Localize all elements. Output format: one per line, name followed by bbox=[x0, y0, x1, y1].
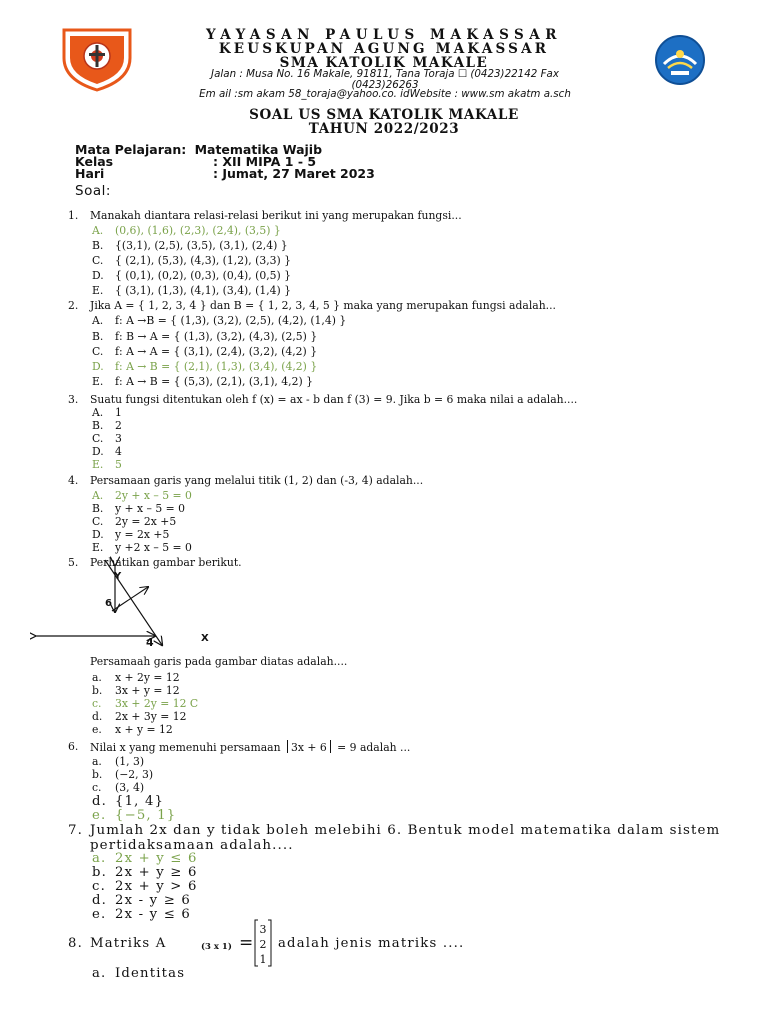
question-7: 7. Jumlah 2x dan y tidak boleh melebihi 6. Bentuk model matematika dalam sistem pertidaksamaan adalah.... bbox=[68, 823, 728, 853]
q5-subtext: Persamaah garis pada gambar diatas adalah.... bbox=[90, 655, 348, 668]
header-address: Jalan : Musa No. 16 Makale, 91811, Tana Toraja ☐ (0423)22142 Fax bbox=[211, 68, 559, 80]
header-school: SMA KATOLIK MAKALE bbox=[279, 55, 489, 71]
day-row bbox=[75, 166, 375, 181]
matrix-entries: 3 2 1 bbox=[259, 923, 267, 966]
subject-label: Mata Pelajaran: bbox=[75, 142, 187, 157]
question-number: 1. bbox=[68, 209, 79, 222]
header-archdiocese: KEUSKUPAN AGUNG MAKASSAR bbox=[218, 41, 550, 57]
day-value: : Jumat, 27 Maret 2023 bbox=[213, 166, 375, 181]
class-value: : XII MIPA 1 - 5 bbox=[213, 154, 317, 169]
exam-title: SOAL US SMA KATOLIK MAKALE bbox=[249, 107, 519, 123]
y-axis-label: Y bbox=[114, 571, 122, 582]
q8-text-after: adalah jenis matriks .... bbox=[278, 936, 465, 951]
header-fax: (0423)26263 bbox=[351, 79, 419, 91]
equals-sign: = bbox=[239, 933, 254, 953]
subject-value: Matematika Wajib bbox=[194, 142, 323, 157]
matrix-subscript: (3 x 1) bbox=[201, 942, 232, 952]
header-email: Em ail :sm akam 58_toraja@yahoo.co. idWebsite : www.sm akatm a.sch bbox=[199, 88, 571, 100]
question-text: Manakah diantara relasi-relasi berikut ini yang merupakan fungsi... bbox=[90, 209, 462, 222]
line-graph-figure bbox=[30, 555, 230, 655]
abs-expression: 3x + 6 bbox=[290, 741, 327, 754]
exam-year: TAHUN 2022/2023 bbox=[308, 121, 460, 137]
x-axis-label: X bbox=[201, 633, 209, 644]
header-foundation: YAYASAN PAULUS MAKASSAR bbox=[206, 27, 562, 43]
class-label: Kelas bbox=[75, 154, 114, 169]
soal-label: Soal: bbox=[75, 183, 111, 199]
y-intercept-label: 6 bbox=[105, 598, 112, 609]
x-intercept-label: 4 bbox=[146, 636, 154, 649]
day-label: Hari bbox=[75, 166, 105, 181]
question-text: Jumlah 2x dan y tidak boleh melebihi 6. Bentuk model matematika dalam sistem pertidaksamaan adalah.... bbox=[90, 823, 721, 853]
